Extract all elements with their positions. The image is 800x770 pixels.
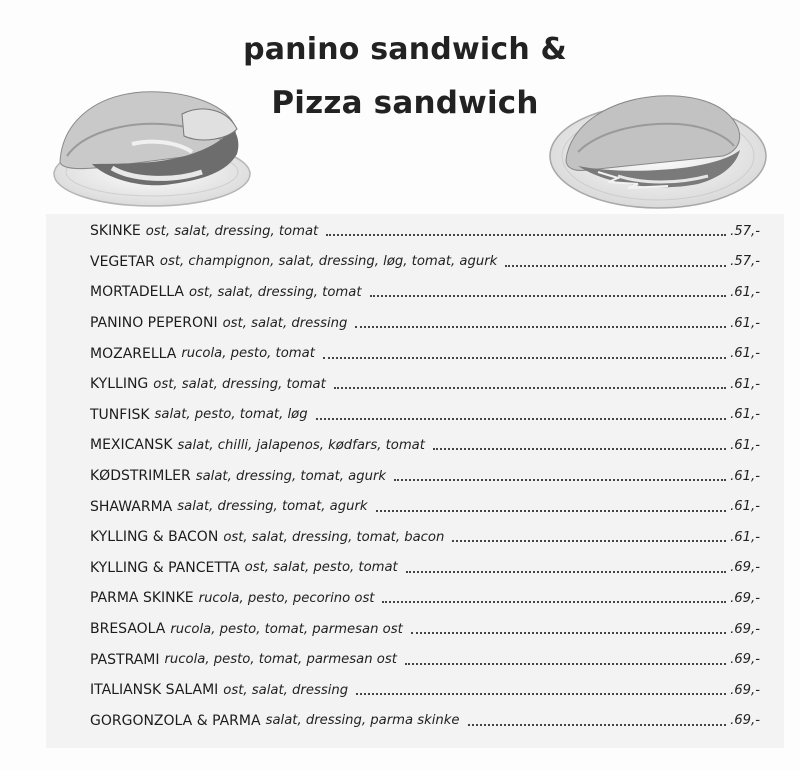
item-price: .69,- (730, 682, 760, 698)
dot-leader (411, 618, 726, 634)
menu-item-mortadella (90, 277, 760, 308)
dot-leader (405, 649, 726, 665)
item-description: rucola, pesto, tomat, parmesan ost (170, 621, 403, 637)
item-name: PARMA SKINKE (90, 590, 194, 607)
item-description: salat, pesto, tomat, løg (154, 407, 308, 423)
item-name: PANINO PEPERONI (90, 315, 218, 332)
item-description: rucola, pesto, tomat, parmesan ost (164, 652, 397, 668)
item-description: salat, dressing, tomat, agurk (195, 468, 387, 484)
item-price: .69,- (730, 590, 760, 606)
item-price: .61,- (730, 499, 760, 515)
menu-item-vegetar (90, 247, 760, 278)
item-price: .57,- (730, 254, 760, 270)
sandwich-plate-image-right (548, 80, 770, 212)
item-description: ost, salat, pesto, tomat (244, 560, 398, 576)
sandwich-plate-image-left (52, 84, 257, 210)
dot-leader (370, 281, 727, 297)
dot-leader (406, 557, 726, 573)
dot-leader (376, 496, 727, 512)
dot-leader (356, 679, 726, 695)
item-description: rucola, pesto, tomat (181, 346, 315, 362)
menu-item-kodstrimler (90, 461, 760, 492)
item-price: .57,- (730, 223, 760, 239)
item-description: rucola, pesto, pecorino ost (198, 590, 375, 606)
menu-list (90, 216, 760, 736)
dot-leader (505, 251, 726, 267)
item-price: .61,- (730, 468, 760, 484)
item-name: ITALIANSK SALAMI (90, 682, 219, 699)
item-price: .61,- (730, 315, 760, 331)
item-name: KYLLING & PANCETTA (90, 559, 240, 576)
item-description: ost, salat, dressing (222, 315, 348, 331)
item-name: SHAWARMA (90, 498, 173, 515)
item-name: MEXICANSK (90, 437, 173, 454)
item-price: .69,- (730, 560, 760, 576)
item-price: .61,- (730, 529, 760, 545)
dot-leader (334, 373, 726, 389)
item-price: .69,- (730, 652, 760, 668)
item-name: MOZARELLA (90, 345, 177, 362)
item-description: salat, dressing, tomat, agurk (177, 499, 368, 515)
item-name: MORTADELLA (90, 284, 184, 301)
item-name: KØDSTRIMLER (90, 468, 191, 485)
item-description: ost, salat, dressing, tomat (145, 223, 319, 239)
menu-item-mozarella (90, 338, 760, 369)
menu-item-italiansk-salami (90, 675, 760, 706)
item-description: salat, dressing, parma skinke (265, 713, 460, 729)
item-price: .61,- (730, 284, 760, 300)
item-price: .61,- (730, 346, 760, 362)
dot-leader (433, 434, 726, 450)
item-name: GORGONZOLA & PARMA (90, 712, 261, 729)
item-description: ost, salat, dressing, tomat, bacon (223, 529, 445, 545)
menu-item-parma-skinke (90, 583, 760, 614)
dot-leader (316, 404, 726, 420)
menu-item-panino-peperoni (90, 308, 760, 339)
menu-item-tunfisk (90, 400, 760, 431)
menu-item-mexicansk (90, 430, 760, 461)
item-name: VEGETAR (90, 253, 155, 270)
item-description: ost, champignon, salat, dressing, løg, tomat, agurk (159, 254, 498, 270)
dot-leader (394, 465, 726, 481)
item-name: BRESAOLA (90, 621, 166, 638)
menu-item-kylling-bacon (90, 522, 760, 553)
menu-title-line-2: Pizza sandwich (271, 85, 539, 121)
item-price: .61,- (730, 376, 760, 392)
menu-item-shawarma (90, 491, 760, 522)
item-name: KYLLING & BACON (90, 529, 219, 546)
item-price: .69,- (730, 713, 760, 729)
item-name: TUNFISK (90, 406, 150, 423)
dot-leader (468, 710, 727, 726)
menu-item-gorgonzola-parma (90, 706, 760, 737)
menu-item-kylling-pancetta (90, 553, 760, 584)
dot-leader (323, 343, 726, 359)
menu-item-kylling (90, 369, 760, 400)
item-description: salat, chilli, jalapenos, kødfars, tomat (177, 437, 425, 453)
item-price: .61,- (730, 407, 760, 423)
item-price: .61,- (730, 437, 760, 453)
menu-item-bresaola (90, 614, 760, 645)
item-description: ost, salat, dressing (223, 682, 349, 698)
item-price: .69,- (730, 621, 760, 637)
menu-title-line-1: panino sandwich & (243, 32, 567, 67)
item-name: KYLLING (90, 376, 149, 393)
dot-leader (355, 312, 726, 328)
dot-leader (326, 220, 726, 236)
item-name: SKINKE (90, 223, 141, 240)
dot-leader (452, 526, 726, 542)
item-description: ost, salat, dressing, tomat (153, 376, 326, 392)
item-name: PASTRAMI (90, 651, 160, 668)
menu-item-pastrami (90, 644, 760, 675)
menu-item-skinke (90, 216, 760, 247)
dot-leader (382, 587, 726, 603)
item-description: ost, salat, dressing, tomat (188, 284, 362, 300)
